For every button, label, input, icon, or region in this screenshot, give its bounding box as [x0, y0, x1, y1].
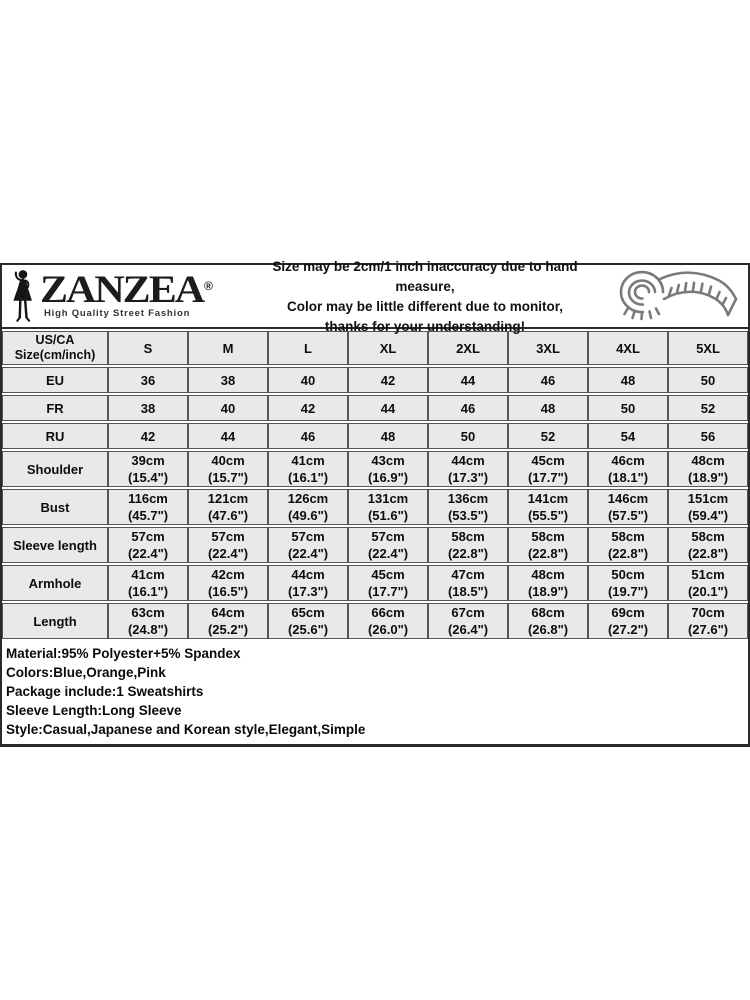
- measurement-cell: 65cm (25.6"): [268, 603, 348, 639]
- size-value: 48: [588, 367, 668, 393]
- product-info-package: Package include:1 Sweatshirts: [6, 684, 204, 699]
- product-info-colors: Colors:Blue,Orange,Pink: [6, 665, 166, 680]
- woman-silhouette-icon: [7, 268, 37, 324]
- measurement-cell: 146cm (57.5"): [588, 489, 668, 525]
- measurement-cell: 58cm (22.8"): [668, 527, 748, 563]
- size-col-header-s: S: [108, 331, 188, 365]
- size-col-header-3xl: 3XL: [508, 331, 588, 365]
- measurement-cell: 57cm (22.4"): [268, 527, 348, 563]
- measuring-tape-icon: [605, 266, 743, 326]
- size-value: 52: [508, 423, 588, 449]
- measurement-cell: 68cm (26.8"): [508, 603, 588, 639]
- row-label-bust: Bust: [2, 489, 108, 525]
- size-value: 40: [268, 367, 348, 393]
- measurement-cell: 141cm (55.5"): [508, 489, 588, 525]
- measurement-cell: 39cm (15.4"): [108, 451, 188, 487]
- product-info-style: Style:Casual,Japanese and Korean style,Elegant,Simple: [6, 722, 366, 737]
- size-col-header-5xl: 5XL: [668, 331, 748, 365]
- corner-cell: [2, 331, 108, 365]
- measurement-row-bust: [2, 489, 748, 525]
- region-row-eu: [2, 367, 748, 393]
- measurement-cell: 58cm (22.8"): [428, 527, 508, 563]
- size-value: 46: [268, 423, 348, 449]
- size-value: 44: [348, 395, 428, 421]
- measurement-cell: 126cm (49.6"): [268, 489, 348, 525]
- brand-tagline: High Quality Street Fashion: [44, 308, 191, 319]
- size-value: 50: [428, 423, 508, 449]
- row-label-eu: EU: [2, 367, 108, 393]
- measurement-cell: 45cm (17.7"): [348, 565, 428, 601]
- size-value: 46: [428, 395, 508, 421]
- measurement-row-sleeve-length: [2, 527, 748, 563]
- size-value: 46: [508, 367, 588, 393]
- measurement-cell: 69cm (27.2"): [588, 603, 668, 639]
- size-col-header-xl: XL: [348, 331, 428, 365]
- measurement-cell: 58cm (22.8"): [588, 527, 668, 563]
- brand-name: ZANZEA: [40, 268, 204, 312]
- measurement-cell: 47cm (18.5"): [428, 565, 508, 601]
- measurement-cell: 50cm (19.7"): [588, 565, 668, 601]
- measurement-cell: 58cm (22.8"): [508, 527, 588, 563]
- region-row-ru: [2, 423, 748, 449]
- size-value: 56: [668, 423, 748, 449]
- product-info-material: Material:95% Polyester+5% Spandex: [6, 646, 241, 661]
- measurement-cell: 121cm (47.6"): [188, 489, 268, 525]
- size-value: 52: [668, 395, 748, 421]
- size-value: 42: [268, 395, 348, 421]
- size-chart-panel: [0, 259, 750, 747]
- product-info-sleeve-length: Sleeve Length:Long Sleeve: [6, 703, 182, 718]
- measurement-cell: 45cm (17.7"): [508, 451, 588, 487]
- size-value: 48: [508, 395, 588, 421]
- corner-line-1: US/CA: [35, 333, 75, 347]
- product-info: [2, 641, 748, 744]
- disclaimer-line-3: thanks for your understanding!: [324, 319, 526, 334]
- disclaimer-line-1: Size may be 2cm/1 inch inaccuracy due to hand measure,: [272, 259, 578, 294]
- row-label-fr: FR: [2, 395, 108, 421]
- size-col-header-m: M: [188, 331, 268, 365]
- tape-measure-area: [600, 266, 748, 326]
- measurement-cell: 116cm (45.7"): [108, 489, 188, 525]
- size-value: 54: [588, 423, 668, 449]
- size-value: 50: [668, 367, 748, 393]
- measurement-row-length: [2, 603, 748, 639]
- corner-line-2: Size(cm/inch): [14, 348, 96, 362]
- measurement-cell: 57cm (22.4"): [188, 527, 268, 563]
- brand-logo: [2, 268, 250, 324]
- size-value: 42: [108, 423, 188, 449]
- measurement-cell: 46cm (18.1"): [588, 451, 668, 487]
- registered-mark: ®: [204, 279, 213, 293]
- measurement-cell: 131cm (51.6"): [348, 489, 428, 525]
- size-value: 42: [348, 367, 428, 393]
- header-band: [2, 259, 748, 334]
- size-value: 48: [348, 423, 428, 449]
- size-table: [2, 329, 748, 641]
- measurement-row-armhole: [2, 565, 748, 601]
- measurement-cell: 48cm (18.9"): [508, 565, 588, 601]
- size-value: 36: [108, 367, 188, 393]
- measurement-cell: 136cm (53.5"): [428, 489, 508, 525]
- measurement-cell: 57cm (22.4"): [348, 527, 428, 563]
- brand-text-block: [40, 268, 213, 319]
- size-value: 44: [428, 367, 508, 393]
- measurement-cell: 44cm (17.3"): [428, 451, 508, 487]
- disclaimer-line-2: Color may be little different due to monitor,: [286, 299, 564, 314]
- row-label-length: Length: [2, 603, 108, 639]
- size-col-header-4xl: 4XL: [588, 331, 668, 365]
- measurement-row-shoulder: [2, 451, 748, 487]
- measurement-cell: 48cm (18.9"): [668, 451, 748, 487]
- row-label-armhole: Armhole: [2, 565, 108, 601]
- size-col-header-l: L: [268, 331, 348, 365]
- size-value: 38: [108, 395, 188, 421]
- measurement-cell: 57cm (22.4"): [108, 527, 188, 563]
- region-row-fr: [2, 395, 748, 421]
- row-label-ru: RU: [2, 423, 108, 449]
- measurement-cell: 67cm (26.4"): [428, 603, 508, 639]
- size-value: 40: [188, 395, 268, 421]
- row-label-sleeve-length: Sleeve length: [2, 527, 108, 563]
- measurement-cell: 151cm (59.4"): [668, 489, 748, 525]
- measurement-cell: 63cm (24.8"): [108, 603, 188, 639]
- size-value: 38: [188, 367, 268, 393]
- measurement-cell: 41cm (16.1"): [108, 565, 188, 601]
- measurement-cell: 66cm (26.0"): [348, 603, 428, 639]
- size-value: 44: [188, 423, 268, 449]
- measurement-cell: 70cm (27.6"): [668, 603, 748, 639]
- row-label-shoulder: Shoulder: [2, 451, 108, 487]
- measurement-cell: 44cm (17.3"): [268, 565, 348, 601]
- measurement-cell: 43cm (16.9"): [348, 451, 428, 487]
- measurement-cell: 42cm (16.5"): [188, 565, 268, 601]
- size-col-header-2xl: 2XL: [428, 331, 508, 365]
- measurement-cell: 41cm (16.1"): [268, 451, 348, 487]
- measurement-cell: 40cm (15.7"): [188, 451, 268, 487]
- measurement-cell: 64cm (25.2"): [188, 603, 268, 639]
- size-value: 50: [588, 395, 668, 421]
- disclaimer-text: [250, 255, 600, 337]
- measurement-cell: 51cm (20.1"): [668, 565, 748, 601]
